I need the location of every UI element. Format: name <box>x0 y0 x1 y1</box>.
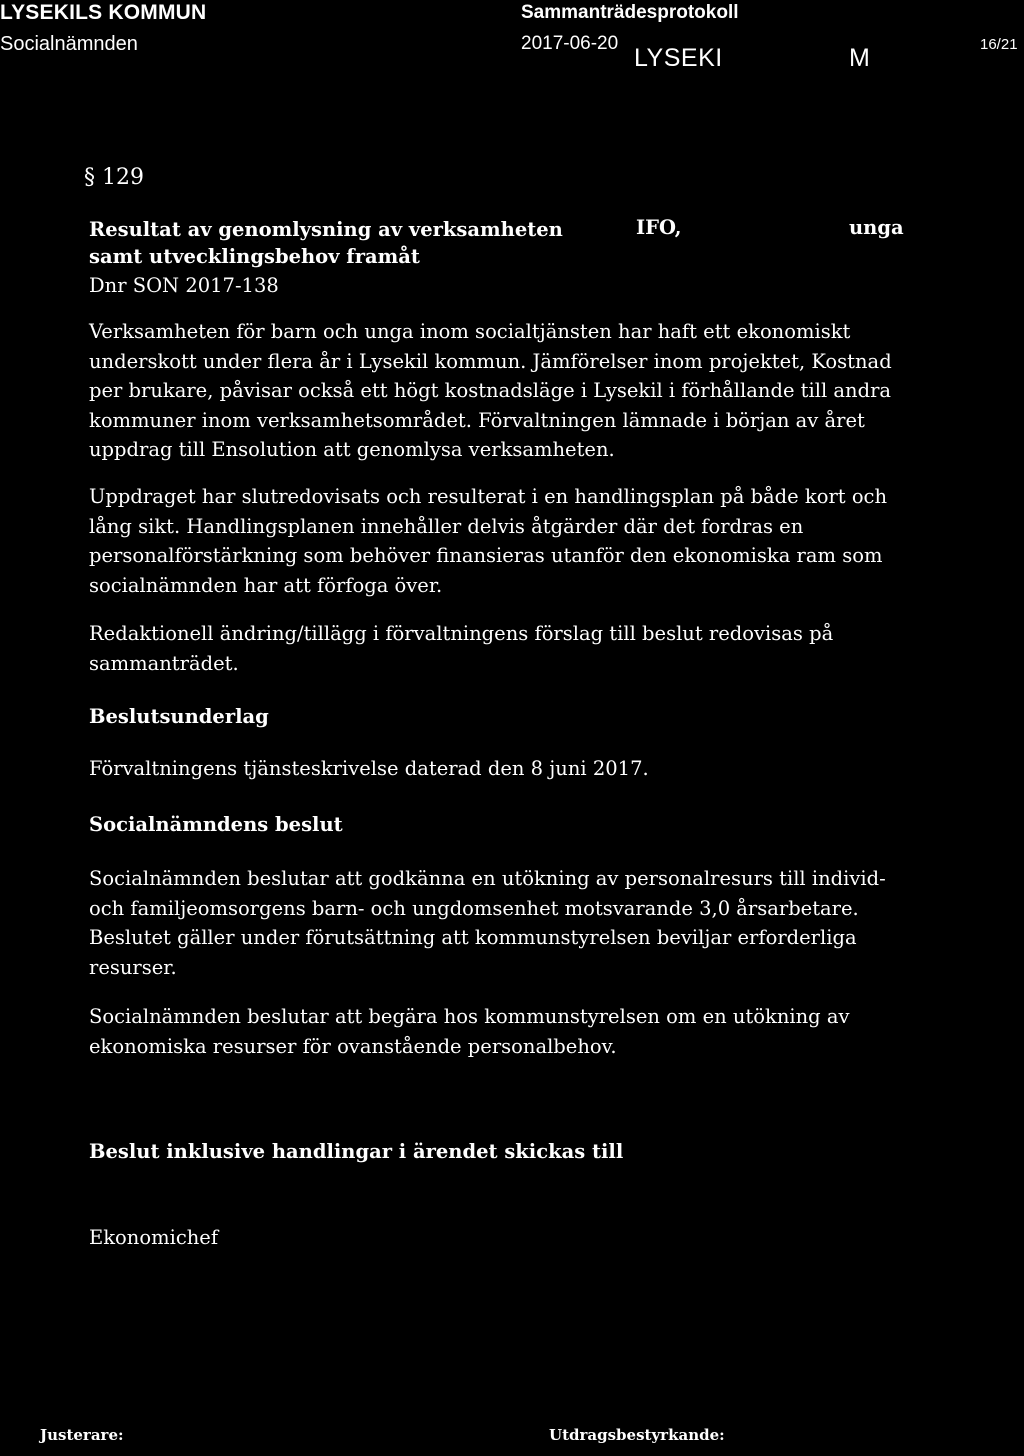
text-line: personalförstärkning som behöver finansieras utanför den ekonomiska ram som <box>89 544 883 567</box>
decision-paragraph-1 <box>89 864 886 982</box>
text-line: Uppdraget har slutredovisats och resulterat i en handlingsplan på både kort och <box>89 485 888 508</box>
meeting-date: 2017-06-20 <box>521 33 619 54</box>
extract-certification-label: Utdragsbestyrkande: <box>549 1426 725 1444</box>
text-line: Beslutet gäller under förutsättning att kommunstyrelsen beviljar erforderliga <box>89 926 857 949</box>
decision-paragraph-2 <box>89 1002 850 1061</box>
stamp-text-left: LYSEKI <box>634 44 723 72</box>
case-title-unga: unga <box>849 216 904 239</box>
paragraph-background <box>89 317 892 465</box>
text-line: resurser. <box>89 955 177 979</box>
text-line: uppdrag till Ensolution att genomlysa verksamheten. <box>89 438 615 461</box>
text-line: socialnämnden har att förfoga över. <box>89 573 443 597</box>
stamp-text-right: M <box>849 44 870 72</box>
case-title-ifo: IFO, <box>636 216 682 239</box>
adjusters-label: Justerare: <box>40 1426 124 1444</box>
page-number: 16/21 <box>980 36 1018 53</box>
paragraph-result <box>89 482 887 600</box>
document-type: Sammanträdesprotokoll <box>521 2 739 23</box>
basis-heading: Beslutsunderlag <box>89 705 269 728</box>
case-title <box>89 216 563 270</box>
text-line: ekonomiska resurser för ovanstående personalbehov. <box>89 1034 617 1058</box>
department-name: Socialnämnden <box>0 33 138 55</box>
case-title-line-1: Resultat av genomlysning av verksamheten <box>89 218 563 241</box>
distribution-heading: Beslut inklusive handlingar i ärendet skickas till <box>89 1140 624 1163</box>
text-line: Socialnämnden beslutar att godkänna en utökning av personalresurs till individ- <box>89 867 886 890</box>
text-line: Redaktionell ändring/tillägg i förvaltningens förslag till beslut redovisas på <box>89 622 834 645</box>
basis-text: Förvaltningens tjänsteskrivelse daterad den 8 juni 2017. <box>89 757 649 780</box>
text-line: lång sikt. Handlingsplanen innehåller delvis åtgärder där det fordras en <box>89 514 804 538</box>
decision-heading: Socialnämndens beslut <box>89 813 343 836</box>
text-line: kommuner inom verksamhetsområdet. Förvaltningen lämnade i början av året <box>89 408 865 432</box>
municipality-name: LYSEKILS KOMMUN <box>0 1 207 24</box>
case-number: Dnr SON 2017-138 <box>89 274 279 297</box>
text-line: Socialnämnden beslutar att begära hos kommunstyrelsen om en utökning av <box>89 1005 850 1028</box>
case-title-line-2: samt utvecklingsbehov framåt <box>89 245 420 268</box>
paragraph-number: § 129 <box>84 165 144 190</box>
distribution-recipient: Ekonomichef <box>89 1226 219 1249</box>
text-line: underskott under flera år i Lysekil kommun. Jämförelser inom projektet, Kostnad <box>89 349 892 373</box>
text-line: och familjeomsorgens barn- och ungdomsenhet motsvarande 3,0 årsarbetare. <box>89 896 859 920</box>
text-line: Verksamheten för barn och unga inom socialtjänsten har haft ett ekonomiskt <box>89 320 851 343</box>
text-line: per brukare, påvisar också ett högt kostnadsläge i Lysekil i förhållande till andra <box>89 379 892 402</box>
paragraph-editorial-change <box>89 619 833 678</box>
text-line: sammanträdet. <box>89 651 239 675</box>
